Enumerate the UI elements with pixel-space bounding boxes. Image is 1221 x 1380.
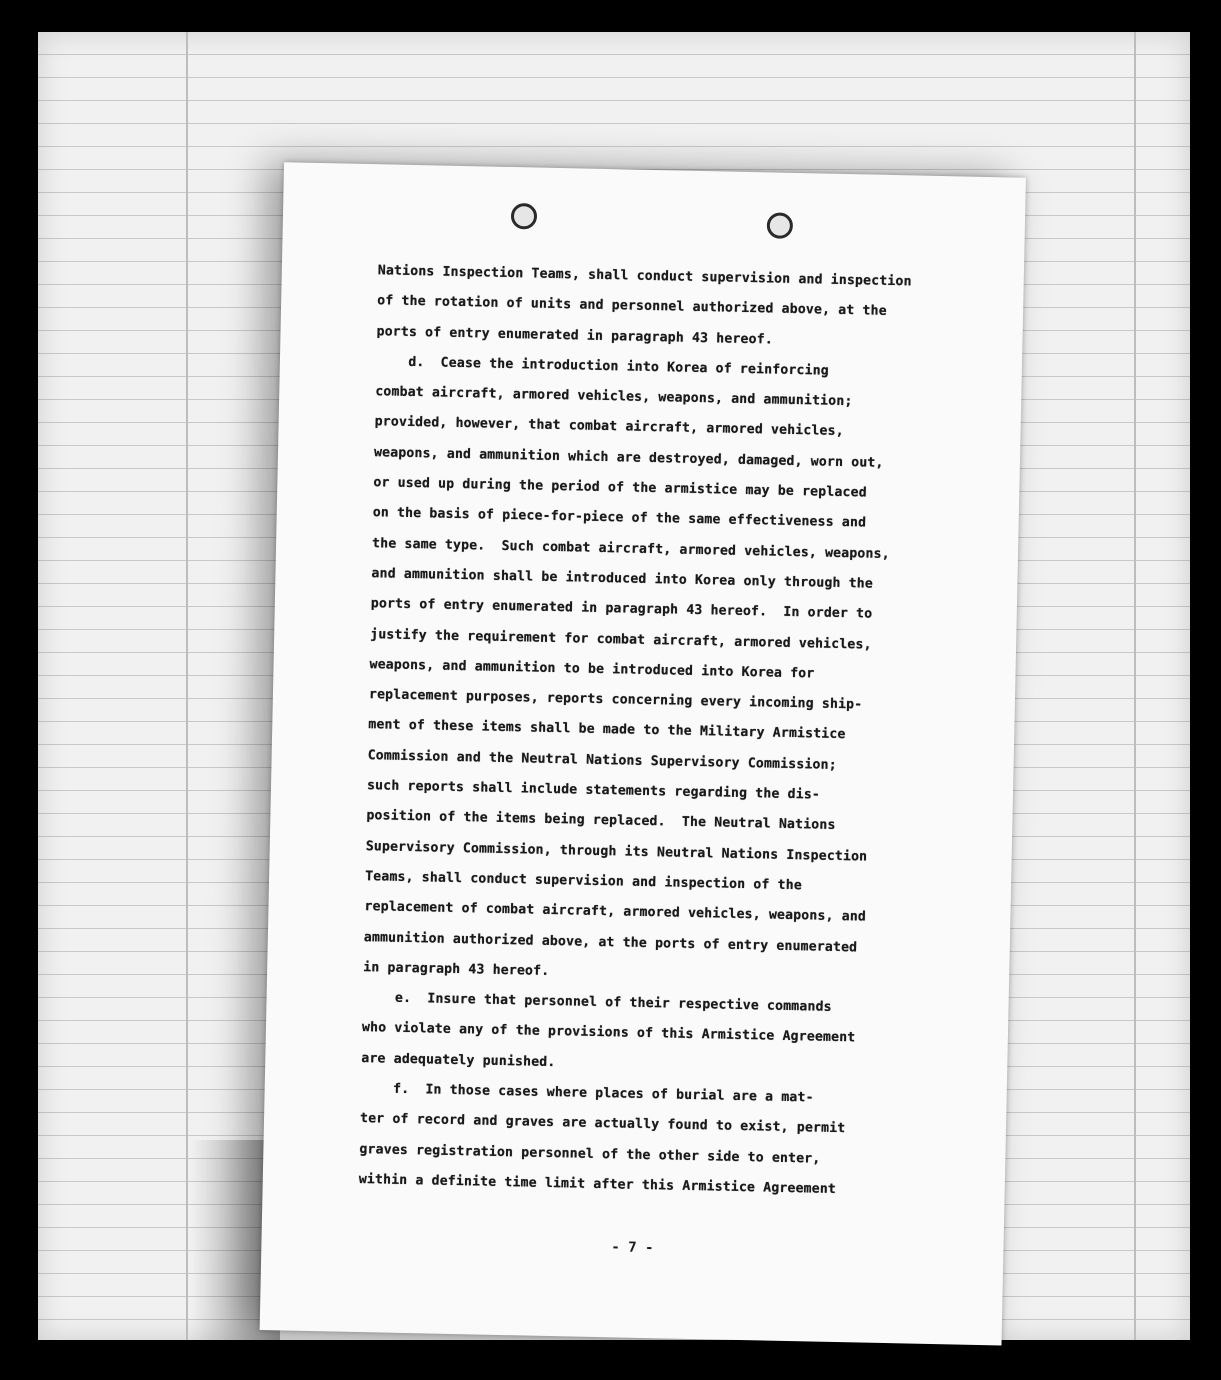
- text-line: who violate any of the provisions of this Armistice Agreement: [361, 1020, 856, 1046]
- text-line: e. Insure that personnel of their respective commands: [362, 990, 832, 1016]
- text-line: replacement of combat aircraft, armored vehicles, weapons, and: [364, 899, 867, 925]
- text-line: are adequately punished.: [361, 1050, 556, 1070]
- text-line: Teams, shall conduct supervision and inspection of the: [364, 869, 803, 894]
- text-line: on the basis of piece-for-piece of the same effectiveness and: [372, 505, 867, 531]
- text-line: f. In those cases where places of burial are a mat-: [360, 1081, 814, 1106]
- text-line: ports of entry enumerated in paragraph 43 hereof. In order to: [370, 596, 873, 622]
- text-line: ports of entry enumerated in paragraph 43 hereof.: [376, 323, 774, 348]
- text-line: ment of these items shall be made to the Military Armistice: [368, 717, 846, 743]
- punch-hole-right: [767, 212, 794, 239]
- text-line: within a definite time limit after this Armistice Agreement: [358, 1171, 837, 1197]
- text-line: justify the requirement for combat aircraft, armored vehicles,: [370, 626, 872, 653]
- text-line: replacement purposes, reports concerning every incoming ship-: [368, 687, 863, 713]
- text-line: Nations Inspection Teams, shall conduct supervision and inspection: [377, 263, 912, 290]
- text-line: ammunition authorized above, at the ports of entry enumerated: [363, 929, 858, 955]
- text-line: provided, however, that combat aircraft, armored vehicles,: [374, 414, 844, 440]
- text-line: such reports shall include statements regarding the dis-: [366, 778, 821, 803]
- text-line: combat aircraft, armored vehicles, weapons, and ammunition;: [375, 384, 853, 410]
- text-line: position of the items being replaced. The Neutral Nations: [366, 808, 836, 834]
- text-line: in paragraph 43 hereof.: [363, 959, 550, 979]
- typed-page: [260, 162, 1026, 1345]
- text-line: graves registration personnel of the other side to enter,: [359, 1141, 821, 1167]
- text-line: or used up during the period of the armistice may be replaced: [373, 475, 867, 501]
- text-line: d. Cease the introduction into Korea of reinforcing: [375, 354, 829, 379]
- page-number: - 7 -: [611, 1239, 654, 1257]
- text-line: of the rotation of units and personnel authorized above, at the: [377, 293, 887, 320]
- ledger-rule: [1134, 32, 1136, 1340]
- text-line: Supervisory Commission, through its Neutral Nations Inspection: [365, 838, 868, 865]
- text-line: the same type. Such combat aircraft, armored vehicles, weapons,: [371, 535, 890, 562]
- text-line: and ammunition shall be introduced into Korea only through the: [371, 566, 874, 592]
- ledger-rule: [186, 32, 188, 1340]
- text-line: Commission and the Neutral Nations Supervisory Commission;: [367, 747, 837, 773]
- text-line: weapons, and ammunition which are destroyed, damaged, worn out,: [373, 444, 884, 471]
- text-line: weapons, and ammunition to be introduced into Korea for: [369, 656, 815, 682]
- text-line: ter of record and graves are actually found to exist, permit: [359, 1111, 846, 1137]
- body-text: [358, 256, 918, 1206]
- punch-hole-left: [511, 203, 538, 230]
